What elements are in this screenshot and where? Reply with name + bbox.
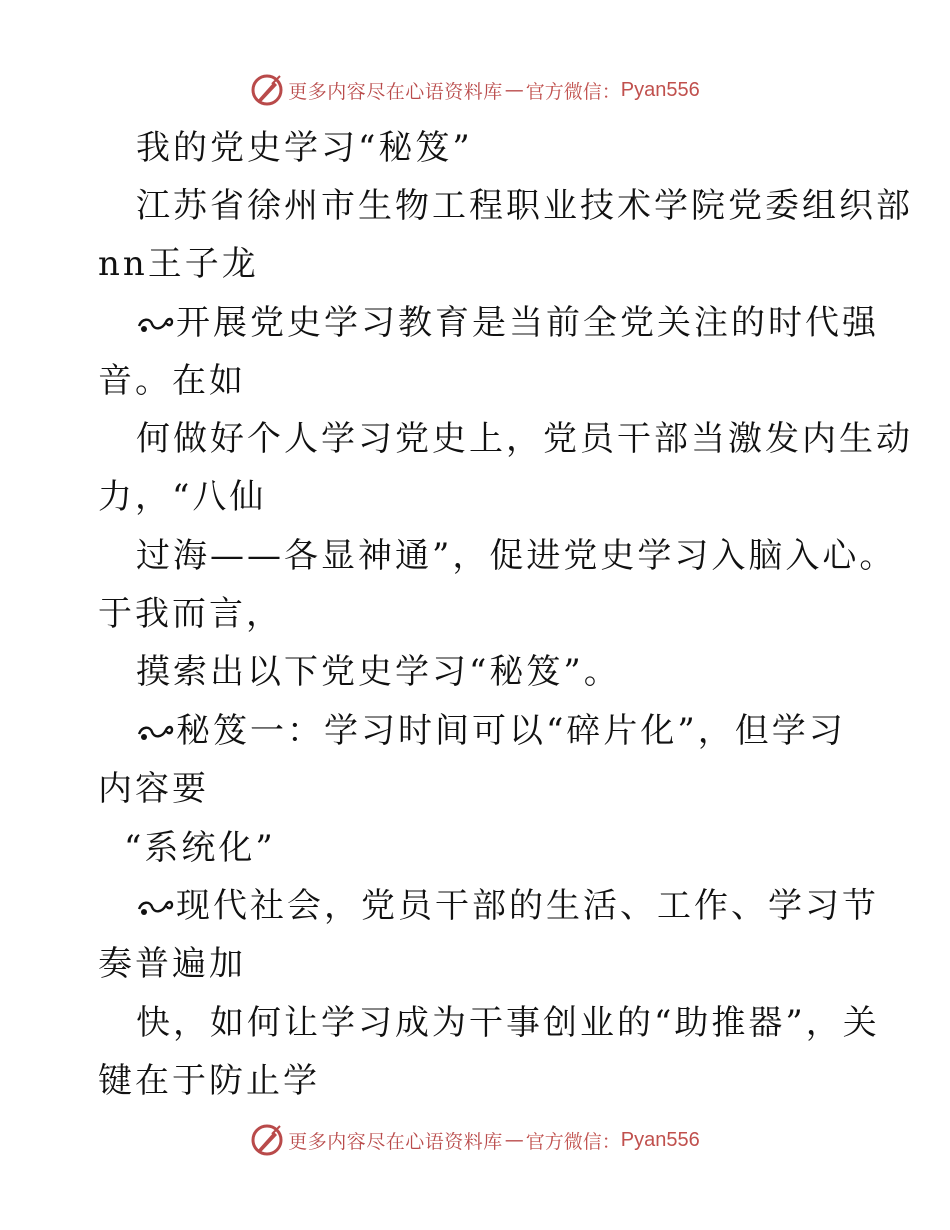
banner-separator: —: [504, 79, 524, 101]
footer-banner: [0, 1120, 950, 1160]
document-title: 我的党史学习“秘笈”: [136, 128, 473, 168]
paragraph-line: [136, 303, 890, 343]
paragraph-line: 键在于防止学: [98, 1061, 320, 1101]
fleuron-icon: [136, 722, 174, 744]
fleuron-icon: [136, 314, 174, 336]
paragraph-line: 奏普遍加: [98, 944, 246, 984]
banner-brand: 更多内容尽在心语资料库: [288, 1130, 503, 1153]
quill-logo-icon: [250, 1123, 284, 1157]
paragraph-line: 何做好个人学习党史上，党员干部当激发内生动: [136, 419, 913, 459]
banner-separator: —: [504, 1129, 524, 1151]
header-banner: [0, 70, 950, 110]
author-name: nn王子龙: [98, 244, 259, 284]
banner-brand: 更多内容尽在心语资料库: [288, 80, 503, 103]
section-heading-line: [136, 711, 890, 751]
paragraph-line: 力，“八仙: [98, 477, 267, 517]
paragraph-line: 摸索出以下党史学习“秘笈”。: [136, 652, 621, 692]
paragraph-line: 过海——各显神通”，促进党史学习入脑入心。: [136, 536, 897, 576]
quill-logo-icon: [250, 73, 284, 107]
paragraph-text: 现代社会，党员干部的生活、工作、学习节: [176, 886, 879, 926]
banner-wechat-label: 官方微信：: [525, 1130, 621, 1153]
author-organization: 江苏省徐州市生物工程职业技术学院党委组织部: [136, 186, 913, 226]
section-heading-line: “系统化”: [124, 828, 276, 868]
paragraph-line: 于我而言，: [98, 594, 283, 634]
paragraph-line: 音。在如: [98, 361, 246, 401]
banner-wechat-id: Pyan556: [620, 1128, 700, 1151]
banner-wechat-label: 官方微信：: [525, 80, 621, 103]
paragraph-text: 开展党史学习教育是当前全党关注的时代强: [176, 303, 879, 343]
fleuron-icon: [136, 897, 174, 919]
section-heading-line: 内容要: [98, 769, 209, 809]
paragraph-line: [136, 886, 890, 926]
section-heading-text: 秘笈一：学习时间可以“碎片化”，但学习: [176, 711, 846, 751]
paragraph-line: 快，如何让学习成为干事创业的“助推器”，关: [136, 1003, 880, 1043]
banner-wechat-id: Pyan556: [620, 78, 700, 101]
